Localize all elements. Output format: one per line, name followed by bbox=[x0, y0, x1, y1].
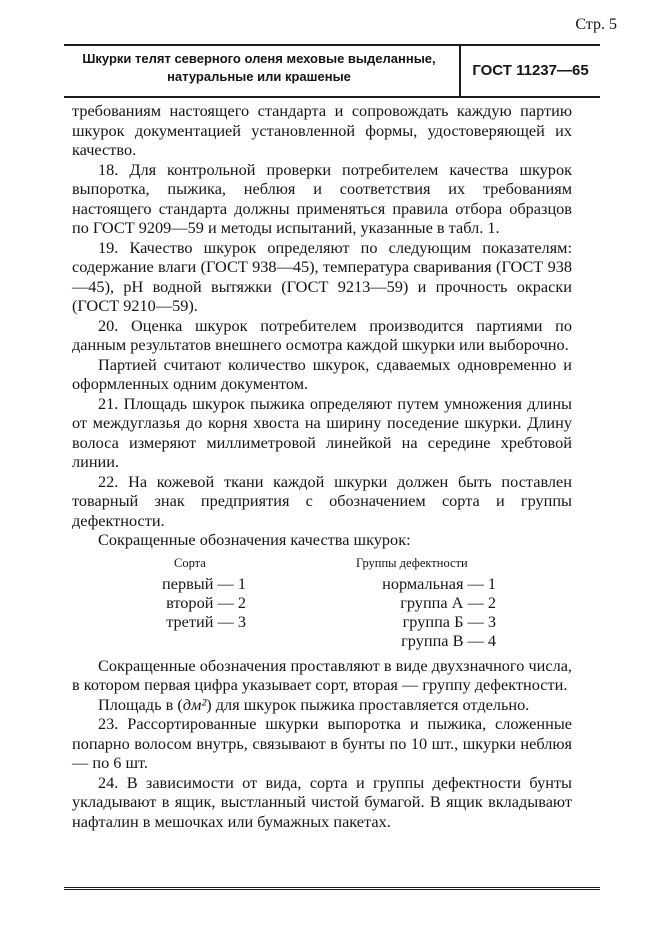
defect-group-row: группа А — 2 bbox=[400, 592, 496, 612]
paragraph-22: 22. На кожевой ткани каждой шкурки должен быть поставлен товарный знак предприятия с обозначением сорта и группы дефектности. bbox=[72, 471, 572, 530]
document-body bbox=[72, 101, 572, 831]
grade-row: первый — 1 bbox=[162, 573, 246, 593]
paragraph-two-digit-code: Сокращенные обозначения проставляют в виде двухзначного числа, в котором первая цифра указывает сорт, вторая — группу дефектности. bbox=[72, 655, 572, 694]
document-header bbox=[64, 44, 600, 98]
paragraph-18: 18. Для контрольной проверки потребителем качества шкурок выпоротка, пыжика, неблюя и соответствия их требованиям настоящего стандарта должны применяться правила отбора образцов по ГОСТ 9209—59 и методы испытаний, указанные в табл. 1. bbox=[72, 159, 572, 237]
grade-row: второй — 2 bbox=[166, 592, 246, 612]
paragraph-21: 21. Площадь шкурок пыжика определяют путем умножения длины от междуглазья до корня хвоста на ширину поседение шкурки. Длину волоса измеряют миллиметровой линейкой на середине хребтовой линии. bbox=[72, 393, 572, 471]
bottom-rule bbox=[64, 887, 600, 890]
paragraph-continuation: требованиям настоящего стандарта и сопровождать каждую партию шкурок документацией установленной формы, удостоверяющей их качество. bbox=[72, 101, 572, 159]
quality-codes-table bbox=[72, 554, 572, 656]
paragraph-24: 24. В зависимости от вида, сорта и группы дефектности бунты укладывают в ящик, выстланный чистой бумагой. В ящик вкладывают нафталин в мешочках или бумажных пакетах. bbox=[72, 772, 572, 831]
grade-row: третий — 3 bbox=[166, 611, 246, 631]
defect-groups-column-header: Группы дефектности bbox=[356, 555, 468, 570]
paragraph-19: 19. Качество шкурок определяют по следующим показателям: содержание влаги (ГОСТ 938—45), температура сваривания (ГОСТ 938—45), pH водной вытяжки (ГОСТ 9213—59) и прочность окраски (ГОСТ 9210—59). bbox=[72, 237, 572, 315]
paragraph-lot-definition: Партией считают количество шкурок, сдаваемых одновременно и оформленных одним документом. bbox=[72, 354, 572, 393]
page-number: Стр. 5 bbox=[575, 16, 617, 33]
header-title-line2: натуральные или крашеные bbox=[167, 69, 351, 84]
paragraph-20: 20. Оценка шкурок потребителем производится партиями по данным результатов внешнего осмотра каждой шкурки или выборочно. bbox=[72, 315, 572, 354]
defect-group-row: группа Б — 3 bbox=[402, 611, 496, 631]
standard-number: ГОСТ 11237—65 bbox=[472, 62, 589, 79]
paragraph-abbreviations-intro: Сокращенные обозначения качества шкурок: bbox=[98, 530, 411, 549]
paragraph-23: 23. Рассортированные шкурки выпоротка и пыжика, сложенные попарно волосом внутрь, связывают в бунты по 10 шт., шкурки неблюя — по 6 шт. bbox=[72, 714, 572, 772]
paragraph-area-marking: Площадь в (дм²) для шкурок пыжика проставляется отдельно. bbox=[98, 694, 530, 714]
header-title-line1: Шкурки телят северного оленя меховые выделанные, bbox=[82, 51, 436, 66]
header-title bbox=[64, 50, 454, 86]
defect-group-row: нормальная — 1 bbox=[382, 573, 496, 593]
defect-group-row: группа В — 4 bbox=[401, 630, 496, 650]
grades-column-header: Сорта bbox=[174, 555, 206, 570]
